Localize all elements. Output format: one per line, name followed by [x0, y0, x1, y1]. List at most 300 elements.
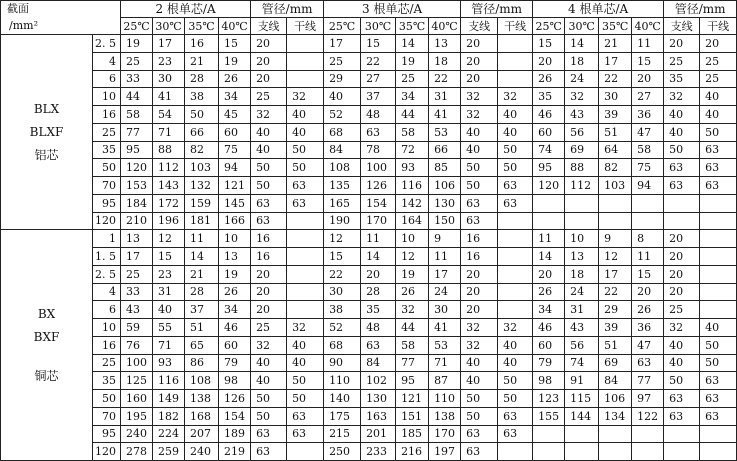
value-cell: 74 [533, 141, 565, 159]
value-cell: 259 [153, 443, 185, 461]
value-cell: 50 [498, 372, 533, 390]
value-cell [700, 265, 737, 283]
value-cell: 63 [664, 177, 700, 195]
value-cell: 175 [324, 407, 361, 425]
value-cell: 40 [251, 141, 287, 159]
value-cell: 16 [251, 230, 287, 248]
value-cell: 26 [219, 70, 251, 88]
value-cell: 30 [599, 88, 632, 106]
value-cell: 32 [461, 336, 498, 354]
table-row [1, 354, 737, 372]
value-cell: 40 [700, 88, 737, 106]
value-cell: 40 [664, 123, 700, 141]
value-cell: 9 [599, 230, 632, 248]
value-cell: 35 [361, 301, 396, 319]
value-cell: 11 [361, 230, 396, 248]
value-cell: 50 [251, 177, 287, 195]
temp-header: 35℃ [185, 18, 219, 35]
value-cell: 87 [429, 372, 461, 390]
value-cell: 164 [396, 212, 429, 230]
size-cell: 35 [93, 372, 121, 390]
value-cell: 20 [664, 248, 700, 266]
value-cell: 135 [324, 177, 361, 195]
temp-header: 25℃ [324, 18, 361, 35]
value-cell: 168 [185, 407, 219, 425]
size-cell: 10 [93, 88, 121, 106]
table-row [1, 407, 737, 425]
value-cell: 32 [251, 336, 287, 354]
value-cell: 40 [153, 301, 185, 319]
value-cell: 25 [251, 88, 287, 106]
value-cell [287, 35, 324, 53]
value-cell [565, 194, 599, 212]
material-label: BX [37, 306, 56, 321]
value-cell: 63 [700, 141, 737, 159]
value-cell: 215 [324, 425, 361, 443]
value-cell: 34 [396, 88, 429, 106]
size-cell: 2. 5 [93, 265, 121, 283]
value-cell: 10 [565, 230, 599, 248]
value-cell: 27 [632, 88, 664, 106]
value-cell [700, 212, 737, 230]
value-cell: 50 [185, 106, 219, 124]
value-cell: 20 [461, 70, 498, 88]
size-cell: 16 [93, 336, 121, 354]
value-cell: 63 [664, 407, 700, 425]
table-row [1, 230, 737, 248]
value-cell: 21 [599, 35, 632, 53]
value-cell: 37 [185, 301, 219, 319]
value-cell: 33 [121, 283, 153, 301]
value-cell: 16 [185, 35, 219, 53]
value-cell: 63 [700, 407, 737, 425]
value-cell: 20 [533, 265, 565, 283]
value-cell: 63 [361, 336, 396, 354]
value-cell: 50 [251, 407, 287, 425]
value-cell: 20 [664, 265, 700, 283]
value-cell: 79 [533, 354, 565, 372]
value-cell: 25 [396, 70, 429, 88]
value-cell: 31 [565, 301, 599, 319]
value-cell: 63 [287, 177, 324, 195]
table-row [1, 159, 737, 177]
value-cell: 38 [185, 88, 219, 106]
value-cell [700, 194, 737, 212]
value-cell [498, 70, 533, 88]
material-label: BLXF [29, 124, 64, 139]
value-cell: 40 [287, 106, 324, 124]
size-cell: 50 [93, 390, 121, 408]
value-cell: 53 [429, 336, 461, 354]
value-cell: 78 [361, 141, 396, 159]
value-cell: 103 [185, 159, 219, 177]
value-cell [533, 443, 565, 461]
value-cell: 40 [461, 372, 498, 390]
value-cell [599, 425, 632, 443]
value-cell: 106 [599, 390, 632, 408]
value-cell: 84 [361, 354, 396, 372]
value-cell [664, 425, 700, 443]
size-cell: 95 [93, 194, 121, 212]
value-cell: 63 [251, 443, 287, 461]
temp-header: 30℃ [565, 18, 599, 35]
size-cell: 2. 5 [93, 35, 121, 53]
value-cell: 50 [664, 141, 700, 159]
value-cell: 55 [153, 319, 185, 337]
value-cell: 77 [396, 354, 429, 372]
value-cell: 22 [599, 70, 632, 88]
value-cell: 142 [396, 194, 429, 212]
value-cell: 144 [565, 407, 599, 425]
value-cell [287, 265, 324, 283]
value-cell [700, 230, 737, 248]
value-cell: 21 [185, 52, 219, 70]
value-cell: 35 [664, 70, 700, 88]
value-cell: 50 [498, 159, 533, 177]
value-cell: 163 [361, 407, 396, 425]
value-cell: 17 [599, 265, 632, 283]
size-cell: 70 [93, 407, 121, 425]
table-row [1, 425, 737, 443]
value-cell: 112 [153, 159, 185, 177]
value-cell: 40 [287, 123, 324, 141]
value-cell: 149 [153, 390, 185, 408]
value-cell: 15 [324, 248, 361, 266]
table-row [1, 301, 737, 319]
value-cell: 150 [429, 212, 461, 230]
value-cell: 25 [700, 52, 737, 70]
value-cell: 21 [185, 265, 219, 283]
table-row [1, 443, 737, 461]
value-cell: 16 [461, 248, 498, 266]
value-cell: 50 [461, 407, 498, 425]
value-cell: 24 [429, 283, 461, 301]
value-cell [498, 265, 533, 283]
value-cell: 11 [429, 248, 461, 266]
size-cell: 120 [93, 212, 121, 230]
value-cell: 27 [361, 70, 396, 88]
value-cell: 63 [664, 159, 700, 177]
value-cell: 30 [153, 70, 185, 88]
value-cell: 40 [498, 106, 533, 124]
branch-line-header: 支线 [664, 18, 700, 35]
value-cell [632, 212, 664, 230]
value-cell: 53 [429, 123, 461, 141]
value-cell [599, 194, 632, 212]
value-cell: 30 [429, 301, 461, 319]
trunk-line-header: 干线 [287, 18, 324, 35]
value-cell: 72 [396, 141, 429, 159]
value-cell: 15 [361, 35, 396, 53]
table-row [1, 88, 737, 106]
size-cell: 4 [93, 52, 121, 70]
value-cell: 100 [121, 354, 153, 372]
value-cell: 13 [121, 230, 153, 248]
value-cell [565, 212, 599, 230]
value-cell: 170 [361, 212, 396, 230]
value-cell [498, 248, 533, 266]
value-cell: 90 [324, 354, 361, 372]
value-cell: 155 [533, 407, 565, 425]
value-cell: 138 [429, 407, 461, 425]
value-cell: 26 [632, 301, 664, 319]
value-cell: 25 [324, 52, 361, 70]
value-cell: 9 [429, 230, 461, 248]
value-cell: 17 [324, 35, 361, 53]
size-cell: 6 [93, 70, 121, 88]
value-cell: 40 [287, 354, 324, 372]
value-cell: 40 [664, 354, 700, 372]
pipe-header-3: 管径/mm [461, 1, 533, 18]
value-cell: 17 [429, 265, 461, 283]
value-cell [632, 443, 664, 461]
size-cell: 1 [93, 230, 121, 248]
size-cell: 120 [93, 443, 121, 461]
value-cell: 60 [533, 336, 565, 354]
value-cell: 20 [461, 52, 498, 70]
value-cell: 190 [324, 212, 361, 230]
value-cell: 13 [565, 248, 599, 266]
value-cell: 39 [599, 106, 632, 124]
value-cell: 12 [153, 230, 185, 248]
table-row [1, 390, 737, 408]
value-cell: 20 [461, 35, 498, 53]
value-cell: 97 [632, 390, 664, 408]
table-row [1, 319, 737, 337]
value-cell: 22 [599, 283, 632, 301]
value-cell: 39 [599, 319, 632, 337]
value-cell: 50 [287, 372, 324, 390]
unit-label: /mm² [9, 18, 38, 32]
value-cell: 181 [185, 212, 219, 230]
temp-header: 40℃ [219, 18, 251, 35]
value-cell: 20 [664, 230, 700, 248]
value-cell: 11 [632, 35, 664, 53]
value-cell: 121 [396, 390, 429, 408]
value-cell: 110 [324, 372, 361, 390]
value-cell: 160 [121, 390, 153, 408]
value-cell: 32 [664, 88, 700, 106]
value-cell: 123 [533, 390, 565, 408]
value-cell: 50 [700, 354, 737, 372]
value-cell: 219 [219, 443, 251, 461]
value-cell: 12 [599, 248, 632, 266]
value-cell: 60 [219, 123, 251, 141]
value-cell: 40 [251, 123, 287, 141]
value-cell: 54 [153, 106, 185, 124]
value-cell: 40 [287, 336, 324, 354]
value-cell: 185 [396, 425, 429, 443]
value-cell [700, 443, 737, 461]
value-cell: 210 [121, 212, 153, 230]
value-cell: 63 [251, 425, 287, 443]
value-cell: 17 [153, 35, 185, 53]
value-cell: 20 [664, 283, 700, 301]
value-cell: 132 [185, 177, 219, 195]
value-cell [287, 52, 324, 70]
value-cell: 122 [632, 407, 664, 425]
value-cell: 24 [565, 70, 599, 88]
value-cell: 13 [429, 35, 461, 53]
value-cell: 38 [324, 301, 361, 319]
value-cell: 47 [632, 123, 664, 141]
value-cell: 23 [153, 52, 185, 70]
value-cell: 172 [153, 194, 185, 212]
temp-header: 25℃ [533, 18, 565, 35]
value-cell: 63 [361, 123, 396, 141]
value-cell: 40 [461, 123, 498, 141]
value-cell: 26 [219, 283, 251, 301]
value-cell: 51 [599, 336, 632, 354]
branch-line-header: 支线 [461, 18, 498, 35]
value-cell: 63 [700, 390, 737, 408]
value-cell: 94 [632, 177, 664, 195]
value-cell: 196 [153, 212, 185, 230]
value-cell: 22 [324, 265, 361, 283]
value-cell: 22 [361, 52, 396, 70]
value-cell: 63 [461, 212, 498, 230]
value-cell: 75 [219, 141, 251, 159]
group-3-header: 3 根单芯/A [324, 1, 461, 18]
value-cell [533, 425, 565, 443]
value-cell [287, 230, 324, 248]
value-cell: 116 [153, 372, 185, 390]
value-cell: 20 [461, 283, 498, 301]
value-cell: 36 [632, 319, 664, 337]
value-cell: 189 [219, 425, 251, 443]
value-cell: 29 [599, 301, 632, 319]
value-cell: 50 [700, 336, 737, 354]
value-cell: 153 [121, 177, 153, 195]
temp-header: 30℃ [361, 18, 396, 35]
table-row [1, 106, 737, 124]
value-cell: 40 [498, 123, 533, 141]
value-cell: 19 [219, 265, 251, 283]
value-cell: 130 [361, 390, 396, 408]
value-cell: 20 [251, 35, 287, 53]
value-cell: 95 [533, 159, 565, 177]
value-cell: 32 [461, 88, 498, 106]
value-cell: 40 [324, 88, 361, 106]
value-cell: 50 [287, 159, 324, 177]
value-cell: 32 [251, 106, 287, 124]
pipe-header-4: 管径/mm [664, 1, 737, 18]
value-cell: 58 [396, 336, 429, 354]
value-cell: 40 [700, 319, 737, 337]
value-cell: 50 [664, 372, 700, 390]
value-cell: 112 [565, 177, 599, 195]
value-cell [498, 35, 533, 53]
value-cell: 41 [429, 319, 461, 337]
value-cell: 10 [396, 230, 429, 248]
value-cell [498, 212, 533, 230]
value-cell: 120 [121, 159, 153, 177]
value-cell: 86 [185, 354, 219, 372]
value-cell: 60 [533, 123, 565, 141]
value-cell: 115 [565, 390, 599, 408]
value-cell: 71 [153, 123, 185, 141]
value-cell: 143 [153, 177, 185, 195]
table-row [1, 177, 737, 195]
material-label: BXF [33, 329, 60, 344]
value-cell: 26 [396, 283, 429, 301]
size-cell: 70 [93, 177, 121, 195]
value-cell: 197 [429, 443, 461, 461]
table-row [1, 52, 737, 70]
value-cell: 32 [664, 319, 700, 337]
value-cell: 63 [287, 425, 324, 443]
value-cell: 32 [461, 106, 498, 124]
temp-header: 40℃ [429, 18, 461, 35]
value-cell: 103 [599, 177, 632, 195]
size-cell: 16 [93, 106, 121, 124]
value-cell: 106 [429, 177, 461, 195]
value-cell: 66 [429, 141, 461, 159]
value-cell: 25 [700, 70, 737, 88]
value-cell: 40 [251, 372, 287, 390]
value-cell [287, 283, 324, 301]
value-cell: 40 [700, 106, 737, 124]
value-cell: 195 [121, 407, 153, 425]
value-cell: 63 [498, 177, 533, 195]
value-cell [533, 194, 565, 212]
value-cell: 43 [565, 319, 599, 337]
value-cell: 44 [396, 106, 429, 124]
value-cell: 20 [632, 283, 664, 301]
value-cell: 46 [533, 106, 565, 124]
value-cell [700, 283, 737, 301]
value-cell [664, 443, 700, 461]
value-cell: 20 [461, 265, 498, 283]
value-cell: 20 [664, 35, 700, 53]
value-cell: 121 [219, 177, 251, 195]
value-cell: 20 [251, 283, 287, 301]
value-cell: 32 [396, 301, 429, 319]
value-cell: 19 [219, 52, 251, 70]
value-cell: 41 [429, 106, 461, 124]
table-row [1, 265, 737, 283]
value-cell: 15 [632, 265, 664, 283]
value-cell: 19 [121, 35, 153, 53]
value-cell: 88 [153, 141, 185, 159]
temp-header: 30℃ [153, 18, 185, 35]
value-cell: 68 [324, 123, 361, 141]
value-cell: 20 [251, 70, 287, 88]
value-cell [287, 212, 324, 230]
material-label [1, 349, 92, 365]
value-cell: 32 [461, 319, 498, 337]
value-cell: 28 [185, 70, 219, 88]
group-2-header: 2 根单芯/A [121, 1, 251, 18]
value-cell: 25 [251, 319, 287, 337]
value-cell: 34 [219, 301, 251, 319]
value-cell: 51 [599, 123, 632, 141]
value-cell: 71 [429, 354, 461, 372]
value-cell: 170 [429, 425, 461, 443]
value-cell [664, 212, 700, 230]
value-cell: 32 [287, 88, 324, 106]
value-cell: 15 [219, 35, 251, 53]
value-cell: 138 [185, 390, 219, 408]
value-cell: 41 [153, 88, 185, 106]
value-cell: 25 [121, 52, 153, 70]
value-cell: 63 [251, 212, 287, 230]
value-cell: 63 [287, 194, 324, 212]
table-row [1, 283, 737, 301]
table-row [1, 336, 737, 354]
value-cell: 224 [153, 425, 185, 443]
value-cell: 46 [219, 319, 251, 337]
